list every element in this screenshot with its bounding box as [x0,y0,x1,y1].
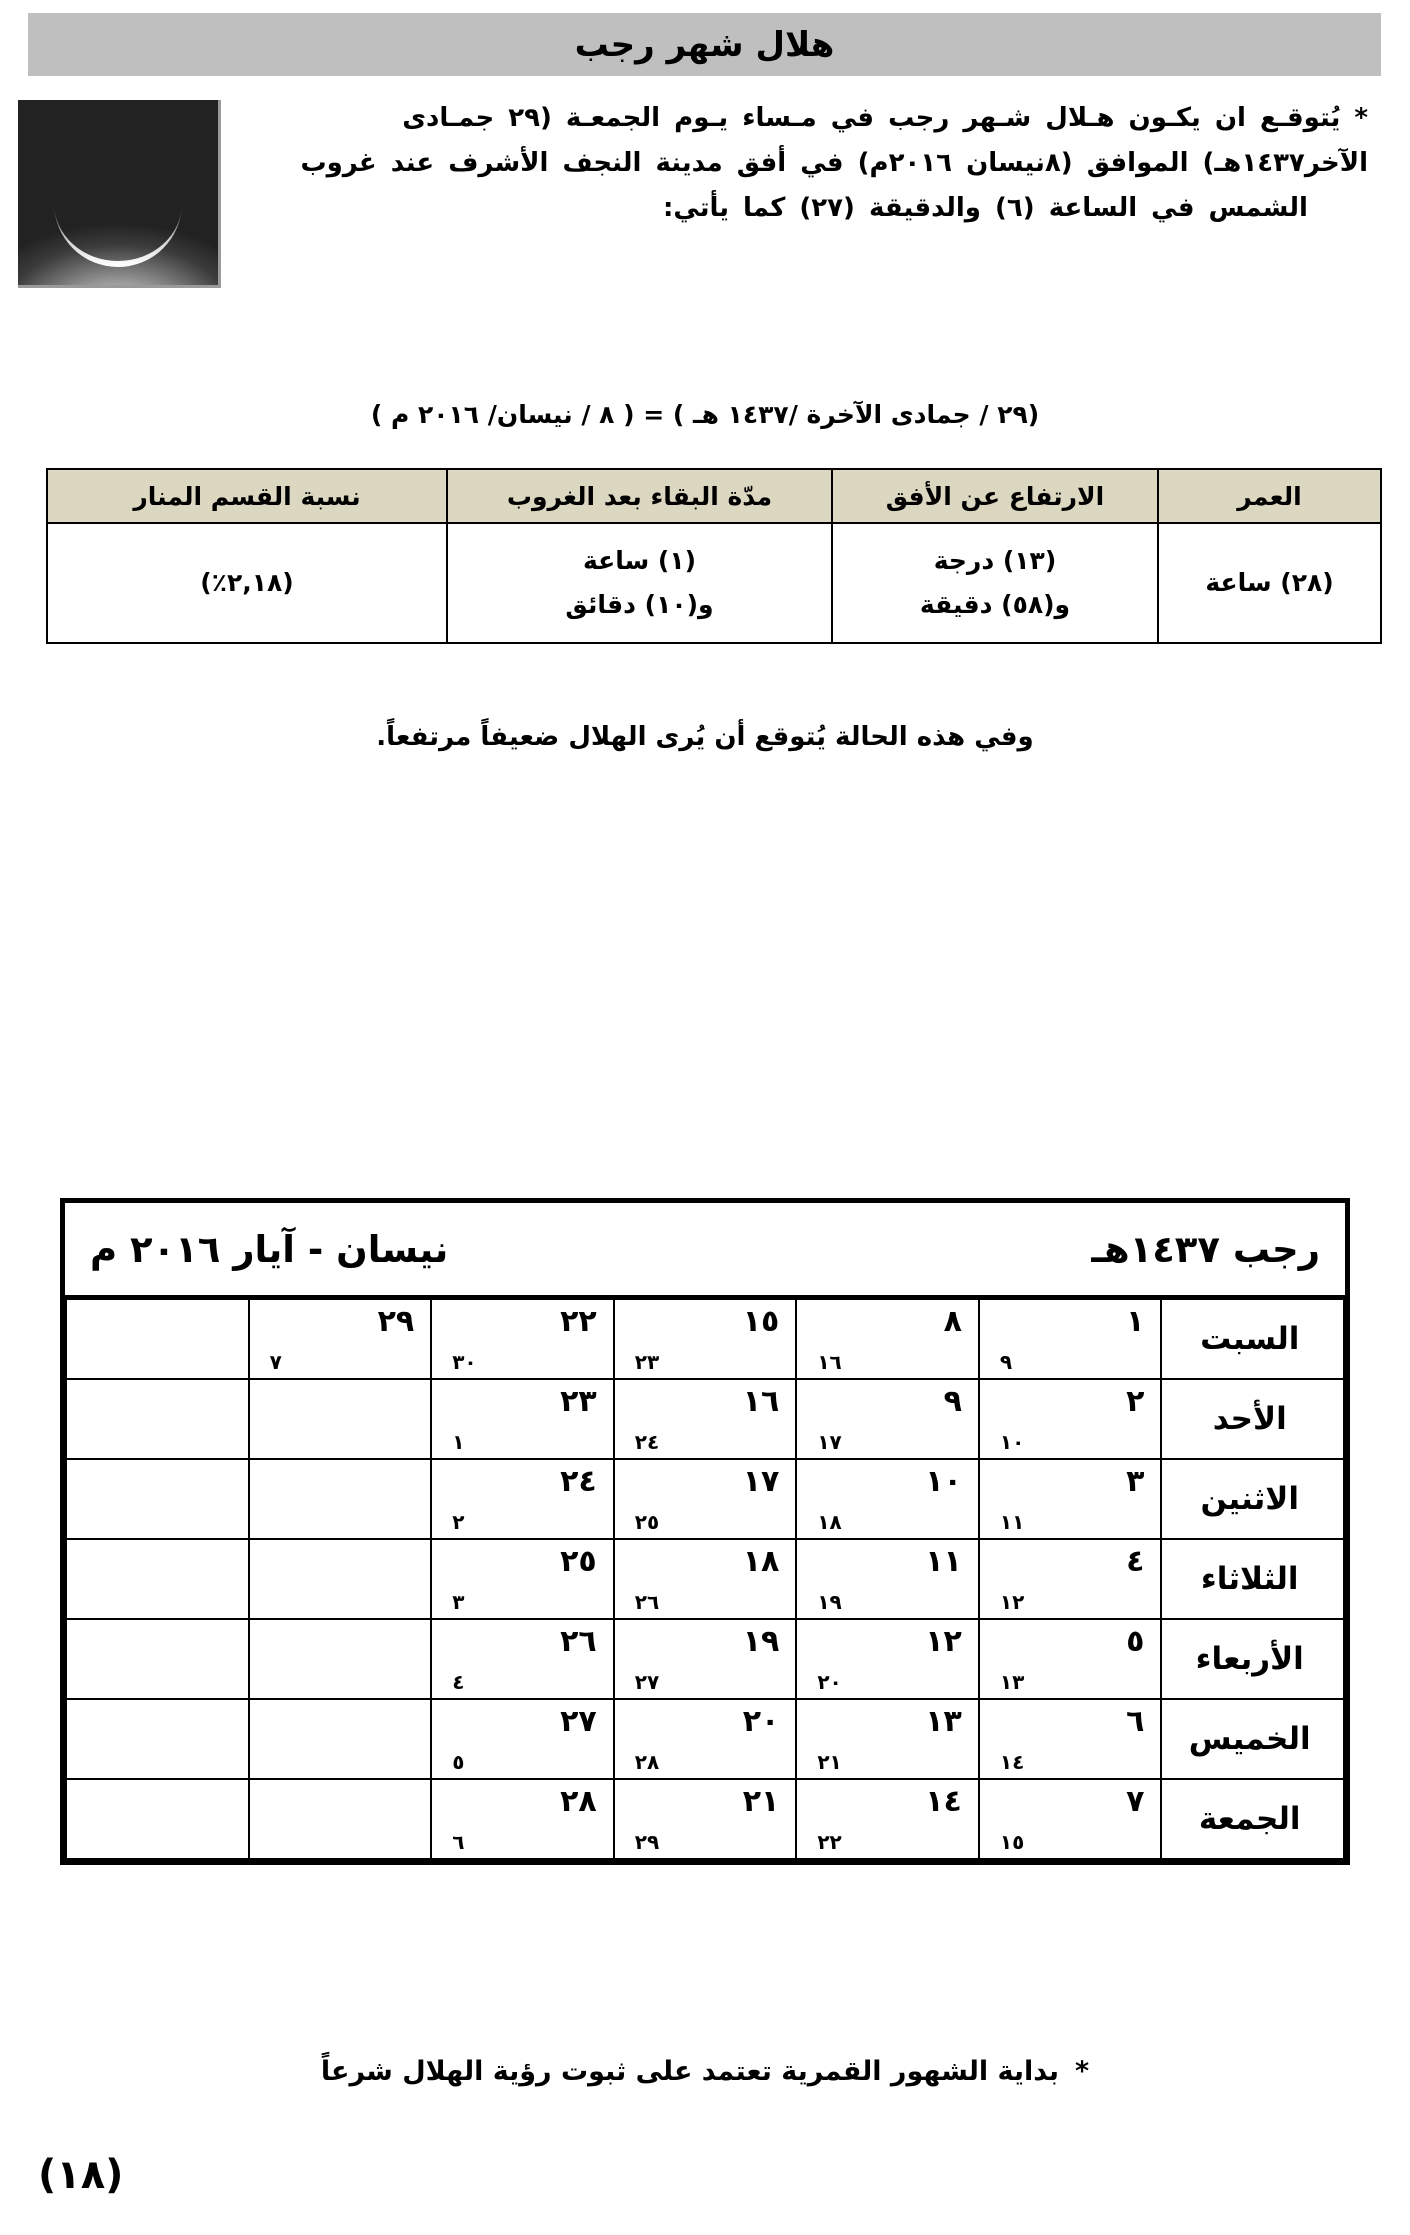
intro-line-3: الشمس في الساعة (٦) والدقيقة (٢٧) كما يأتي: [663,193,1308,223]
calendar-row-saturday [66,1298,1344,1380]
gregorian-date: ٢٤ [634,1430,660,1454]
calendar-row-tuesday [66,1539,1344,1619]
calendar-cell[interactable] [979,1699,1162,1779]
calendar-cell[interactable] [431,1459,614,1539]
calendar-cell[interactable] [796,1459,979,1539]
day-label-saturday: السبت [1161,1298,1344,1380]
data-table-header-row [47,469,1381,523]
gregorian-date: ٢١ [817,1750,842,1774]
hijri-date: ٤ [1126,1544,1145,1579]
gregorian-date: ١ [452,1430,465,1454]
calendar-cell-empty[interactable] [66,1539,249,1619]
calendar-cell[interactable] [979,1539,1162,1619]
date-equivalence-line: (٢٩ / جمادى الآخرة /١٤٣٧ هـ ) = ( ٨ / نيسان/ ٢٠١٦ م ) [370,400,1040,429]
calendar-title-row [66,1203,1344,1298]
calendar-cell[interactable] [431,1699,614,1779]
cell-stay [447,523,832,643]
calendar-cell[interactable] [614,1539,797,1619]
hijri-date: ١٩ [742,1624,780,1659]
calendar-cell[interactable] [431,1619,614,1699]
hijri-date: ١٠ [925,1464,962,1499]
gregorian-date: ٧ [269,1350,282,1374]
hijri-date: ٣ [1126,1464,1145,1499]
gregorian-date: ٢٦ [634,1590,660,1614]
hijri-date: ١٥ [742,1304,780,1339]
hijri-date: ٢٠ [742,1704,780,1739]
gregorian-date: ٢٩ [634,1830,660,1854]
intro-line-2: الآخر١٤٣٧هـ) الموافق (٨نيسان ٢٠١٦م) في أفق مدينة النجف الأشرف عند غروب [300,148,1368,178]
calendar-cell[interactable] [979,1379,1162,1459]
gregorian-date: ٩ [999,1350,1013,1374]
calendar-cell-empty[interactable] [66,1459,249,1539]
calendar-cell[interactable] [979,1779,1162,1859]
calendar-container [60,1198,1350,1865]
hijri-date: ٢٢ [560,1304,597,1339]
hijri-date: ٥ [1126,1624,1145,1659]
hijri-date: ٢٤ [560,1464,597,1499]
cell-altitude [832,523,1158,643]
calendar-cell[interactable] [614,1459,797,1539]
gregorian-date: ١٩ [817,1590,842,1614]
hijri-date: ٢٩ [377,1304,415,1339]
cell-altitude-minutes: و(٥٨) دقيقة [919,590,1071,619]
calendar-cell-empty[interactable] [66,1779,249,1859]
hijri-date: ٨ [943,1304,962,1339]
calendar-row-wednesday [66,1619,1344,1699]
gregorian-date: ١٠ [999,1430,1025,1454]
calendar-row-friday [66,1779,1344,1859]
visibility-note: وفي هذه الحالة يُتوقع أن يُرى الهلال ضعيفاً مرتفعاً. [376,722,1034,752]
calendar-cell-empty[interactable] [249,1379,432,1459]
calendar-header-cell [66,1203,1344,1298]
calendar-cell[interactable] [431,1539,614,1619]
calendar-cell[interactable] [431,1379,614,1459]
hijri-date: ١٤ [925,1784,962,1819]
gregorian-date: ٥ [452,1750,465,1774]
hijri-date: ٢١ [742,1784,780,1819]
hijri-date: ١٦ [742,1384,780,1419]
page-title: هلال شهر رجب [574,24,835,65]
calendar-cell[interactable] [431,1298,614,1380]
hijri-date: ٢٣ [560,1384,597,1419]
hijri-date: ٢ [1126,1384,1145,1419]
day-label-tuesday: الثلاثاء [1161,1539,1344,1619]
hijri-date: ١٧ [742,1464,780,1499]
calendar-cell-empty[interactable] [66,1619,249,1699]
calendar-cell-empty[interactable] [249,1779,432,1859]
hijri-date: ٢٨ [560,1784,597,1819]
gregorian-date: ٢ [452,1510,465,1534]
calendar-cell[interactable] [614,1779,797,1859]
hijri-date: ١٣ [925,1704,962,1739]
gregorian-date: ٢٣ [634,1350,660,1374]
hijri-date: ٦ [1126,1704,1145,1739]
calendar-cell[interactable] [796,1539,979,1619]
hijri-date: ٧ [1126,1784,1145,1819]
gregorian-date: ١١ [999,1510,1025,1534]
gregorian-date: ١٦ [817,1350,842,1374]
calendar-cell[interactable] [979,1459,1162,1539]
gregorian-date: ٦ [452,1830,465,1854]
day-label-monday: الاثنين [1161,1459,1344,1539]
calendar-cell[interactable] [614,1298,797,1380]
cell-age-value: (٢٨) ساعة [1205,568,1334,597]
gregorian-date: ١٨ [817,1510,842,1534]
gregorian-date: ١٥ [999,1830,1025,1854]
hijri-date: ٢٧ [560,1704,597,1739]
gregorian-date: ٣ [452,1590,465,1614]
gregorian-date: ٢٧ [634,1670,660,1694]
calendar-hijri-title: رجب ١٤٣٧هـ [1091,1227,1320,1271]
calendar-cell-empty[interactable] [249,1619,432,1699]
header-stay-after-sunset: مدّة البقاء بعد الغروب [447,469,832,523]
gregorian-date: ١٤ [999,1750,1025,1774]
crescent-moon-photo [18,100,221,288]
calendar-cell[interactable] [796,1298,979,1380]
calendar-cell[interactable] [796,1699,979,1779]
gregorian-date: ١٣ [999,1670,1025,1694]
gregorian-date: ٤ [452,1670,465,1694]
hijri-date: ١٨ [742,1544,780,1579]
calendar-cell-empty[interactable] [249,1459,432,1539]
cell-altitude-degrees: (١٣) درجة [933,546,1057,575]
day-label-sunday: الأحد [1161,1379,1344,1459]
calendar-cell-empty[interactable] [66,1379,249,1459]
monthly-calendar-table [65,1203,1345,1860]
gregorian-date: ٢٢ [817,1830,842,1854]
gregorian-date: ٢٠ [817,1670,842,1694]
calendar-cell[interactable] [796,1619,979,1699]
intro-line-1: * يُتوقـع ان يكـون هـلال شـهر رجب في مـساء يـوم الجمعـة (٢٩ جمـادى [402,103,1368,133]
data-table-row [47,523,1381,643]
hijri-date: ١١ [925,1544,962,1579]
page-number: (١٨) [38,2152,124,2198]
gregorian-date: ١٧ [817,1430,842,1454]
calendar-cell[interactable] [614,1619,797,1699]
calendar-cell[interactable] [431,1779,614,1859]
gregorian-date: ١٢ [999,1590,1025,1614]
gregorian-date: ٢٥ [634,1510,660,1534]
calendar-cell-empty[interactable] [66,1298,249,1380]
calendar-row-monday [66,1459,1344,1539]
calendar-cell[interactable] [249,1298,432,1380]
gregorian-date: ٣٠ [452,1350,477,1374]
crescent-moon-icon [48,163,188,288]
cell-illuminated [47,523,447,643]
calendar-gregorian-title: نيسان - آيار ٢٠١٦ م [90,1227,449,1271]
hijri-date: ٩ [943,1384,962,1419]
day-label-thursday: الخميس [1161,1699,1344,1779]
calendar-footnote [0,2056,1410,2087]
calendar-cell[interactable] [796,1779,979,1859]
header-altitude: الارتفاع عن الأفق [832,469,1158,523]
cell-stay-hours: (١) ساعة [582,546,697,575]
gregorian-date: ٢٨ [634,1750,660,1774]
cell-illuminated-value: (٢,١٨٪) [200,568,294,597]
calendar-cell-empty[interactable] [249,1699,432,1779]
calendar-cell[interactable] [614,1379,797,1459]
cell-stay-minutes: و(١٠) دقائق [565,590,714,619]
hijri-date: ١٢ [925,1624,962,1659]
intro-paragraph [300,96,1368,231]
calendar-row-sunday [66,1379,1344,1459]
calendar-cell-empty[interactable] [66,1699,249,1779]
hijri-date: ١ [1126,1304,1145,1339]
calendar-cell[interactable] [979,1619,1162,1699]
header-illuminated-fraction: نسبة القسم المنار [47,469,447,523]
footnote-star-icon: * [1075,2056,1090,2087]
footnote-text: بداية الشهور القمرية تعتمد على ثبوت رؤية الهلال شرعاً [320,2056,1059,2087]
crescent-data-table [46,468,1382,644]
day-label-friday: الجمعة [1161,1779,1344,1859]
header-age: العمر [1158,469,1381,523]
page-title-banner [28,13,1381,76]
calendar-cell[interactable] [796,1379,979,1459]
hijri-date: ٢٦ [560,1624,597,1659]
day-label-wednesday: الأربعاء [1161,1619,1344,1699]
hijri-date: ٢٥ [560,1544,597,1579]
cell-age [1158,523,1381,643]
calendar-row-thursday [66,1699,1344,1779]
calendar-cell[interactable] [614,1699,797,1779]
calendar-cell[interactable] [979,1298,1162,1380]
calendar-cell-empty[interactable] [249,1539,432,1619]
